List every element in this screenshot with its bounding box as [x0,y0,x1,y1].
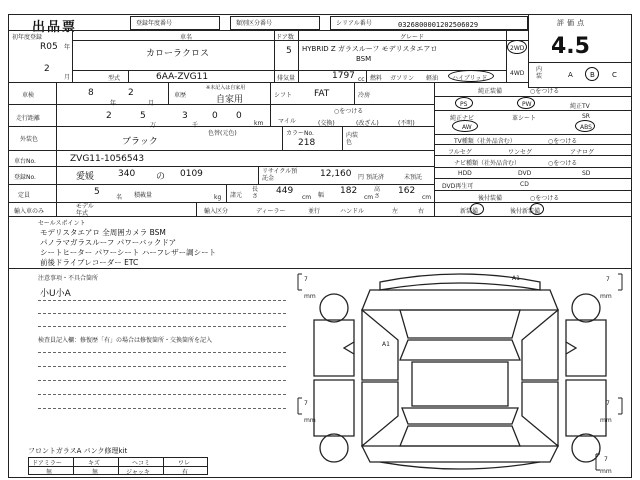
interior-grade-a: A [568,71,573,79]
equip-nav: 純正ナビ [450,115,475,122]
selling-point-2: パノラマガラスルーフ パワーバックドア [40,238,177,247]
drive-2wd-circle [507,40,527,54]
import-type-label: 輸入区分 [204,208,229,215]
tire-mark-rl: 7 [304,400,308,407]
legend-header-dent: ヘコミ [132,460,151,467]
handle-label: ハンドル [340,208,365,215]
equip-pw: PW [522,101,532,108]
recycle-none: 未預託 [404,174,423,181]
capacity: 5 [94,187,100,197]
evaluation-label: 評価点 [557,19,587,27]
car-name: カローラクロス [146,49,210,59]
length: 449 [276,186,294,196]
selling-point-1: モデリスタエアロ 全周囲カメラ BSM [40,228,166,237]
height: 162 [398,186,416,196]
reg-class: 340 [118,169,136,179]
interior-color-label: 内装色 [346,132,359,146]
after-option-new: 新装備 [460,208,479,215]
legend-value-mirror: 無 [46,469,53,476]
shaken-month: 2 [128,88,134,98]
meter-option-1: (交換) [318,120,335,127]
notes-content: 小U小A [40,289,71,299]
dvd-option-cd: CD [520,181,529,188]
selling-points-label: セールスポイント [38,220,86,227]
windshield-note: フロントガラスA パンク修理kit [28,447,128,455]
handle-right: 右 [418,208,425,215]
drive-4wd: 4WD [510,70,525,77]
reg-kana: の [156,172,166,182]
tv-type-label: TV種類（社外品含む） [454,138,516,145]
usage-note: ※未記入は自家用 [206,85,246,91]
selling-point-3: シートヒーター パワーシート ハーフレザー調シート [40,248,217,257]
equip-ps: PS [460,101,468,108]
legend-header-scratch: キズ [88,460,100,467]
car-name-label: 車名 [180,34,193,41]
grade-label: グレード [400,34,425,41]
tire-mark-fr: 7 [606,276,610,283]
color-label: 外装色 [20,136,39,143]
legend-header-crack: ワレ [178,460,191,467]
equipment-hint: ○をつける [530,88,560,95]
hybrid-circle [448,70,494,82]
interior-label: 内装 [536,66,543,80]
meter-option-2: (改ざん) [356,120,379,127]
interior-grade-selected [585,67,599,81]
model-label: 型式 [108,75,121,82]
shift: FAT [314,89,330,99]
usage: 自家用 [216,95,244,105]
displacement-label: 排気量 [277,75,296,82]
equip-abs: ABS [580,124,592,131]
model: 6AA-ZVG11 [156,72,209,82]
nav-option-sd: SD [582,170,591,177]
first-reg-month: 2 [44,64,50,74]
chassis: ZVG11-1056543 [70,154,145,164]
doors: 5 [286,46,292,56]
mileage-label: 走行距離 [16,115,41,122]
color-no: 218 [298,138,316,148]
notes-label: 注意事項・不具合箇所 [38,275,99,282]
color-change-label: 色替(元色) [208,130,237,137]
equipment-label: 純正装備 [478,88,503,95]
tv-option-analog: アナログ [570,149,595,156]
legend-value-dent: ジャッキ [126,469,150,476]
reg-area: 愛媛 [76,172,95,182]
equip-tv: 純正TV [570,103,590,110]
shift-label: シフト [274,92,293,99]
tv-option-full: フルセグ [448,149,472,156]
inspector-label: 検査員記入欄：修復歴「有」の場合は修復箇所・交換箇所を記入 [38,337,213,344]
fuel: ガソリン [390,75,415,82]
load-label: 積載量 [134,192,153,199]
capacity-label: 定員 [18,192,31,199]
dvd-label: DVD再生可 [442,183,474,190]
color-no-label: カラーNo. [286,130,314,137]
doors-label: ドア数 [276,34,294,41]
nav-type-label: ナビ種類（社外品含む） [454,160,521,167]
car-damage-diagram [290,268,630,476]
tire-mark-rr: 7 [606,400,610,407]
recycle-label: リサイクル預託金 [262,168,298,182]
nav-option-dvd: DVD [518,170,532,177]
field-label-serial: シリアル番号 [336,20,372,27]
equip-sr: SR [582,113,590,120]
recycle-amount: 12,160 [320,169,352,179]
mileage-digit-4: 0 [212,111,218,121]
mileage-digit-1: 2 [106,111,112,121]
field-label-class: 類別区分番号 [236,20,273,27]
damage-mark-front: A1 [512,275,520,282]
ac-label: 冷房 [358,92,371,99]
tire-mark-spare: 7 [604,456,608,463]
meter-label: マイル [278,118,296,125]
nav-option-hdd: HDD [458,170,472,177]
length-label: 長さ [252,186,259,200]
usage-label: 車歴 [174,92,187,99]
grade-line1: HYBRID Z ガラスルーフ モデリスタエアロ [302,45,438,53]
height-label: 高さ [374,186,381,200]
reg-number: 0109 [180,169,203,179]
shaken-label: 車検 [22,92,35,99]
drive-2wd: 2WD [510,45,525,52]
hybrid-text: ハイブリッド [452,75,488,82]
legend-value-scratch: 無 [92,469,99,476]
after-option-added: 後付新装備 [510,208,541,215]
color: ブラック [122,137,158,147]
grade-line2: BSM [356,55,372,63]
serial-number: 0326800001202506029 [398,21,479,29]
width: 182 [340,186,358,196]
shaken-year: 8 [88,88,94,98]
dims-label: 諸元 [230,192,243,199]
selling-point-4: 前後ドライブレコーダー ETC [40,258,139,267]
mileage-digit-5: 0 [236,111,242,121]
fuel-label: 燃料 [370,75,383,82]
displacement: 1797 [332,71,355,81]
import-type-dealer: ディーラー [256,208,286,215]
meter-hint: ○をつける [334,108,364,115]
model-year-label: モデル年式 [76,203,94,217]
tire-mark-fl: 7 [304,276,308,283]
chassis-label: 車台No. [14,158,36,165]
mileage-digit-2: 5 [140,111,146,121]
import-type-parallel: 並行 [308,208,321,215]
first-reg-label: 初年度登録 [12,34,43,41]
handle-left: 左 [392,208,399,215]
interior-grade-b: B [590,71,595,79]
damage-mark-roof: A1 [382,341,390,348]
meter-option-3: (不明) [398,120,415,127]
import-only-label: 輸入車のみ [14,208,45,215]
mileage-digit-3: 3 [182,111,188,121]
recycle-status: 預託済 [366,174,385,181]
fuel-alt: 軽油 [426,75,439,82]
after-label: 後付装備 [478,195,503,202]
evaluation-score: 4.5 [551,34,590,59]
equip-aw: AW [462,124,472,131]
field-label-reg-year: 登録年度番号 [136,20,173,27]
first-reg-era: R05 [40,42,58,52]
legend-value-crack: 有 [182,469,189,476]
equip-leather: 革シート [512,115,537,122]
legend-header-mirror: ドアミラー [32,460,62,467]
width-label: 幅 [318,192,325,199]
tv-option-one: ワンセグ [508,149,533,156]
reg-label: 登録No. [14,174,36,181]
page-title: 出品票 [32,20,78,35]
interior-grade-c: C [612,71,617,79]
